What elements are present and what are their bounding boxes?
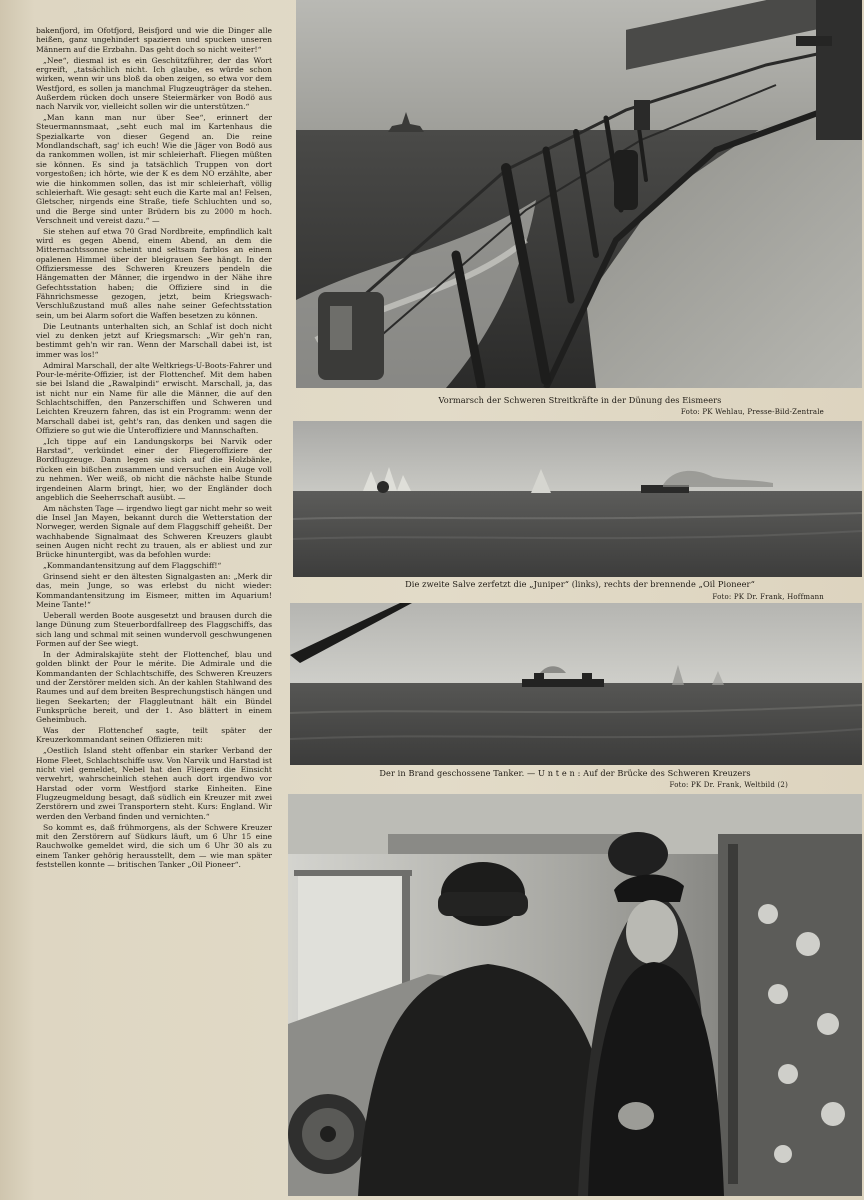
paragraph: bakenfjord, im Ofotfjord, Beisfjord und wie die Dinger alle heißen, ganz ungehindert spazieren und spucken unseren Männern auf die Erzbahn. Das geht doch so nicht weiter!“ <box>36 26 272 54</box>
photo-caption: Die zweite Salve zerfetzt die „Juniper“ (links), rechts der brennende „Oil Pioneer“ <box>405 579 755 589</box>
paragraph: Am nächsten Tage — irgendwo liegt gar nicht mehr so weit die Insel Jan Mayen, bekannt durch die Wetterstation der Norweger, werden Signale auf dem Flaggschiff geheißt. Der wachhabende Signalmaat des Schweren Kreuzers glaubt seinen Augen nicht recht zu trauen, als er abliest und zur Brücke hinuntergibt, was da befohlen wurde: <box>36 503 272 560</box>
paragraph: „Oestlich Island steht offenbar ein starker Verband der Home Fleet, Schlachtschiffe usw. Von Narvik und Harstad ist nicht viel gemeldet, Nebel hat den Fliegern die Einsicht verwehrt, wahrscheinlich stehen auch dort irgendwo vor Harstad oder vorm Westfjord starke Einheiten. Eine Flugzeugmeldung besagt, daß südlich ein Kreuzer mit zwei Zerstörern und zwei Transportern steht. Kurs: England. Wir werden den Verband finden und vernichten.“ <box>36 746 272 821</box>
paragraph: Ueberall werden Boote ausgesetzt und brausen durch die lange Dünung zum Steuerbordfallreep des Flaggschiffs, das sich lang und schmal mit seinen wundervoll geschwungenen Formen auf der See wiegt. <box>36 610 272 648</box>
paragraph: Was der Flottenchef sagte, teilt später der Kreuzerkommandant seinen Offizieren mit: <box>36 726 272 745</box>
photo-cruiser-bridge <box>288 794 862 1196</box>
photo-credit: Foto: PK Dr. Frank, Weltbild (2) <box>669 781 788 789</box>
paragraph: Sie stehen auf etwa 70 Grad Nordbreite, empfindlich kalt wird es gegen Abend, einem Abend, an dem die Mitternachtssonne scheint und seltsam farblos an einem opalenen Himmel über der bleigrauen See hängt. In der Offiziersmesse des Schweren Kreuzers pendeln die Hängematten der Männer, die irgendwo in der Nähe ihre Gefechtsstation haben; die Offiziere sind in die Fähnrichsmesse gezogen, jetzt, beim Kriegswach-Verschlußzustand muß alles nahe seiner Gefechtsstation sein, um bei Alarm sofort die Waffen besetzen zu können. <box>36 226 272 320</box>
paragraph: „Man kann man nur über See“, erinnert der Steuermannsmaat, „seht euch mal im Kartenhaus die Spezialkarte von dieser Gegend an. Die reine Mondlandschaft, sag' ich euch! Wie die Jäger von Bodö aus da rankommen wollen, ist mir schleierhaft. Fliegen müßten sie können. Es sind ja tatsächlich Truppen von dort vorgestoßen; ich hörte, wie der K es dem NO erzählte, aber wie die hinkommen sollen, das ist mir schleierhaft, völlig schleierhaft. Wie gesagt: seht euch die Karte mal an! Felsen, Gletscher, nirgends eine Straße, tiefe Schluchten und so, und die Berge sind unter Brüdern bis zu 2000 m hoch. Verschneit und vereist dazu.“ — <box>36 113 272 225</box>
photo-credit: Foto: PK Dr. Frank, Hoffmann <box>712 593 824 601</box>
photo-caption: Vormarsch der Schweren Streitkräfte in der Dünung des Eismeers <box>438 395 722 405</box>
article-text-column <box>36 26 272 1176</box>
paragraph: Admiral Marschall, der alte Weltkriegs-U-Boots-Fahrer und Pour-le-mérite-Offizier, ist der Flottenchef. Mit dem haben sie bei Island die „Rawalpindi“ erwischt. Marschall, ja, das ist nicht nur ein Name für alle die Männer, die auf den Schlachtschiffen, den Panzerschiffen und Schweren und Leichten Kreuzern fahren, das ist ein Programm: wenn der Marschall dabei ist, geht's ran, das denken und sagen die Offiziere so gut wie die Unteroffiziere und Mannschaften. <box>36 360 272 435</box>
paragraph: In der Admiralskajüte steht der Flottenchef, blau und golden blinkt der Pour le mérite. Die Admirale und die Kommandanten der Schlachtschiffe, des Schweren Kreuzers und der Zerstörer melden sich. An der kahlen Stahlwand des Raumes und auf dem breiten Besprechungstisch hängen und liegen Seekarten; der Flaggleutnant hält ein Bündel Funksprüche bereit, und der 1. Aso blättert in einem Geheimbuch. <box>36 649 272 725</box>
photo-salvo-horizon <box>293 421 862 577</box>
photo-caption: Der in Brand geschossene Tanker. — U n t e n : Auf der Brücke des Schweren Kreuzers <box>379 768 751 778</box>
paragraph: „Ich tippe auf ein Landungskorps bei Narvik oder Harstad“, verkündet einer der Fliegeroffiziere der Bordflugzeuge. Dann legen sie sich auf die Holzbänke, rücken ein bißchen zusammen und versuchen ein Auge voll zu nehmen. Wer weiß, ob nicht die nächste halbe Stunde irgendeinen Alarm bringt, hier, wo der Engländer doch angeblich die Seeherrschaft ausübt. — <box>36 436 272 502</box>
photo-credit: Foto: PK Wehlau, Presse-Bild-Zentrale <box>680 408 824 416</box>
photo-burning-tanker <box>290 603 862 765</box>
paragraph: „Nee“, diesmal ist es ein Geschützführer, der das Wort ergreift, „tatsächlich nicht. Ich glaube, es würde schon wirken, wenn wir uns bloß da oben zeigen, so etwa vor dem Westfjord, es sollen ja manchmal Flugzeugträger da stehen. Außerdem rücken doch unsere Steiermärker von Bodö aus nach Narvik vor, vielleicht sollen wir die unterstützen.“ <box>36 55 272 112</box>
photo-ship-deck-railing <box>296 0 862 388</box>
paragraph: „Kommandantensitzung auf dem Flaggschiff!“ <box>43 561 222 571</box>
paragraph: Die Leutnants unterhalten sich, an Schlaf ist doch nicht viel zu denken jetzt auf Kriegsmarsch: „Wir geh'n ran, bestimmt geh'n wir ran. Wenn der Marschall dabei ist, ist immer was los!“ <box>36 321 272 359</box>
paragraph: So kommt es, daß frühmorgens, als der Schwere Kreuzer mit den Zerstörern auf Südkurs läuft, um 6 Uhr 15 eine Rauchwolke gemeldet wird, die sich um 6 Uhr 30 als zu einem Tanker gehörig herausstellt, dem — wie man später feststellen konnte — britischen Tanker „Oil Pioneer“. <box>36 822 272 869</box>
paragraph: Grinsend sieht er den ältesten Signalgasten an: „Merk dir das, mein Junge, so was erlebst du nicht wieder: Kommandantensitzung im Eismeer, mitten im Aquarium! Meine Tante!“ <box>36 572 272 610</box>
